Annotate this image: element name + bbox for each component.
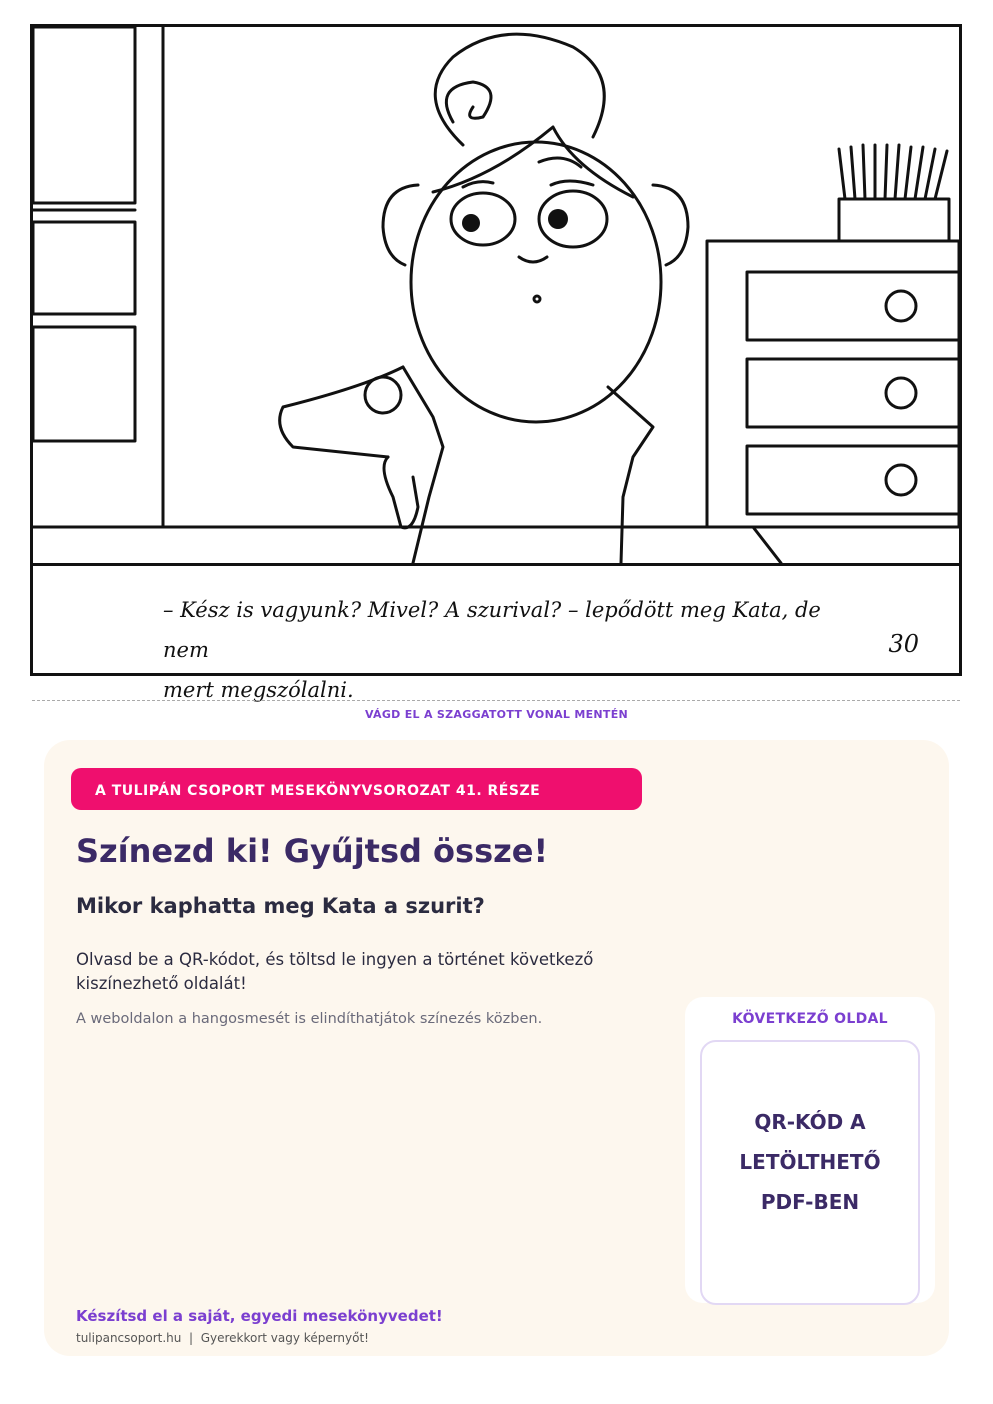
audio-story-note: A weboldalon a hangosmesét is elindíthatjátok színezés közben. xyxy=(76,1011,543,1027)
footer-slogan: Gyerekkort vagy képernyőt! xyxy=(200,1331,369,1345)
drawer-knob xyxy=(886,291,916,321)
cut-line-label: VÁGD EL A SZAGGATOTT VONAL MENTÉN xyxy=(364,708,629,721)
dresser-drawer xyxy=(747,272,959,340)
wall-panel xyxy=(33,327,135,441)
illustration-drawing xyxy=(33,27,959,563)
drawer-knob xyxy=(886,378,916,408)
story-caption-line: – Kész is vagyunk? Mivel? A szurival? – lepődött meg Kata, de nem xyxy=(163,598,821,662)
dresser xyxy=(707,241,959,527)
bandage xyxy=(365,377,401,413)
promo-text: Készítsd el a saját, egyedi mesekönyvedet! xyxy=(76,1307,443,1325)
qr-placeholder-text xyxy=(702,1102,918,1222)
headline: Színezd ki! Gyűjtsd össze! xyxy=(76,832,549,870)
qr-panel-label: KÖVETKEZŐ OLDAL xyxy=(732,1011,888,1027)
caption-box xyxy=(33,563,959,702)
coloring-illustration xyxy=(30,24,962,702)
character-eye xyxy=(451,193,515,245)
qr-panel xyxy=(685,997,935,1303)
story-question: Mikor kaphatta meg Kata a szurit? xyxy=(76,894,485,918)
qr-placeholder-line: PDF-BEN xyxy=(760,1190,860,1214)
dresser-drawer xyxy=(747,359,959,427)
wall-panel xyxy=(33,27,135,203)
footer-separator: | xyxy=(189,1331,194,1345)
series-badge: A TULIPÁN CSOPORT MESEKÖNYVSOROZAT 41. RÉSZE xyxy=(71,768,642,810)
info-card xyxy=(44,740,949,1356)
pencil-cup xyxy=(839,199,949,241)
wall-panel xyxy=(33,222,135,314)
drawer-knob xyxy=(886,465,916,495)
dashed-cut-line xyxy=(32,700,960,701)
character-head xyxy=(411,142,661,422)
page-number: 30 xyxy=(888,630,919,658)
instructions-text: Olvasd be a QR-kódot, és töltsd le ingyen a történet következő kiszínezhető oldalát! xyxy=(76,950,594,993)
footer xyxy=(76,1331,369,1345)
qr-placeholder-line: QR-KÓD A xyxy=(754,1110,866,1134)
story-caption-line: mert megszólalni. xyxy=(163,678,354,702)
qr-placeholder-line: LETÖLTHETŐ xyxy=(739,1150,881,1174)
story-caption xyxy=(163,590,863,710)
dresser-drawer xyxy=(747,446,959,514)
footer-website-link[interactable]: tulipancsoport.hu xyxy=(76,1331,182,1345)
qr-code-placeholder[interactable] xyxy=(700,1040,920,1305)
